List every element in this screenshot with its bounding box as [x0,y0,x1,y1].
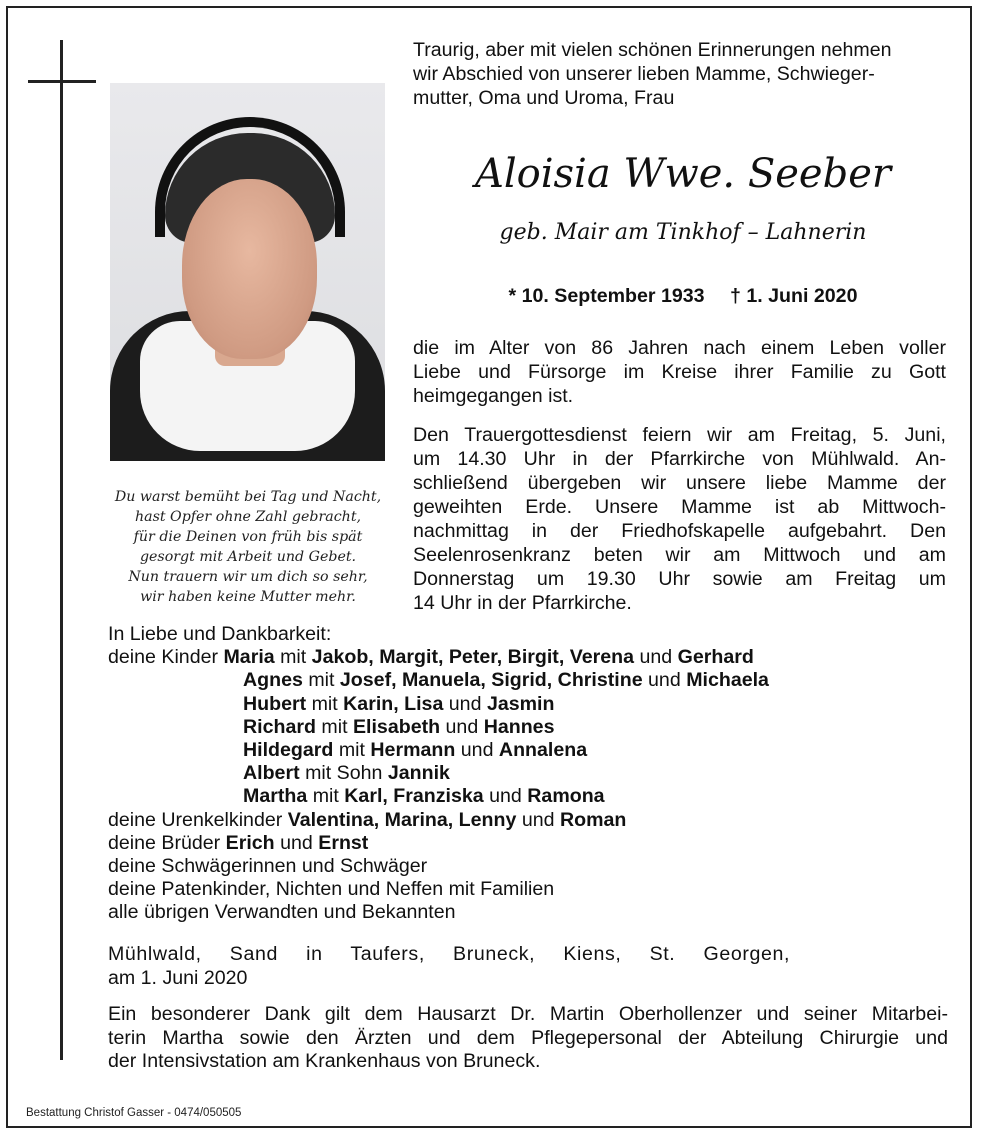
deceased-name: Aloisia Wwe. Seeber [474,151,892,197]
intro-text: Traurig, aber mit vielen schönen Erinnerungen nehmen wir Abschied von unserer lieben Mamme, Schwieger- mutter, Oma und Uroma, Frau [413,39,892,109]
funeral-home-footer: Bestattung Christof Gasser - 0474/050505 [26,1107,242,1119]
life-paragraph: die im Alter von 86 Jahren nach einem Leben voller Liebe und Fürsorge im Kreise ihrer Familie zu Gott heimgegangen ist. [413,337,946,407]
thanks-paragraph: Ein besonderer Dank gilt dem Hausarzt Dr. Martin Oberhollenzer und seiner Mitarbei- terin Martha sowie den Ärzten und dem Pflegepersonal der Abteilung Chirurgie und der Intensivstation am Krankenhaus von Bruneck. [108,1003,948,1072]
family-row: deine Brüder Erich und Ernst [108,831,369,854]
family-row: Martha mit Karl, Franziska und Ramona [243,785,605,808]
life-dates [413,283,953,309]
places-and-date: Mühlwald, Sand in Taufers, Bruneck, Kiens, St. Georgen, am 1. Juni 2020 [108,943,790,989]
family-row: Albert mit Sohn Jannik [243,762,450,785]
birth-name: geb. Mair am Tinkhof – Lahnerin [499,220,867,245]
cross-icon-bar [28,80,96,83]
family-row: deine Urenkelkinder Valentina, Marina, Lenny und Roman [108,808,627,831]
service-paragraph: Den Trauergottesdienst feiern wir am Freitag, 5. Juni, um 14.30 Uhr in der Pfarrkirche von Mühlwald. An- schließend übergeben wir unsere liebe Mamme der geweihten Erde. Unsere Mamme ist ab Mittwoch- nachmittag in der Friedhofskapelle aufgebahrt. Den Seelenrosenkranz beten wir am Mittwoch und am Donnerstag um 19.30 Uhr sowie am Freitag um 14 Uhr in der Pfarrkirche. [413,424,946,614]
birth-date: * 10. September 1933 [508,285,705,307]
portrait-photo [110,83,385,461]
family-row: Hildegard mit Hermann und Annalena [243,739,588,762]
death-date: † 1. Juni 2020 [730,285,858,307]
family-row: Hubert mit Karin, Lisa und Jasmin [243,692,555,715]
family-row: alle übrigen Verwandten und Bekannten [108,901,456,924]
family-heading: In Liebe und Dankbarkeit: [108,623,332,645]
family-row: deine Schwägerinnen und Schwäger [108,855,428,878]
family-list [108,623,948,925]
cross-icon [60,40,63,1060]
memorial-poem: Du warst bemüht bei Tag und Nacht, hast Opfer ohne Zahl gebracht, für die Deinen von früh bis spät gesorgt mit Arbeit und Gebet. Nun trauern wir um dich so sehr, wir haben keine Mutter mehr. [114,489,382,605]
family-row: deine Patenkinder, Nichten und Neffen mit Familien [108,878,555,901]
family-row: deine Kinder Maria mit Jakob, Margit, Peter, Birgit, Verena und Gerhard [108,646,754,669]
family-row: Richard mit Elisabeth und Hannes [243,715,555,738]
family-row: Agnes mit Josef, Manuela, Sigrid, Christine und Michaela [243,669,769,692]
